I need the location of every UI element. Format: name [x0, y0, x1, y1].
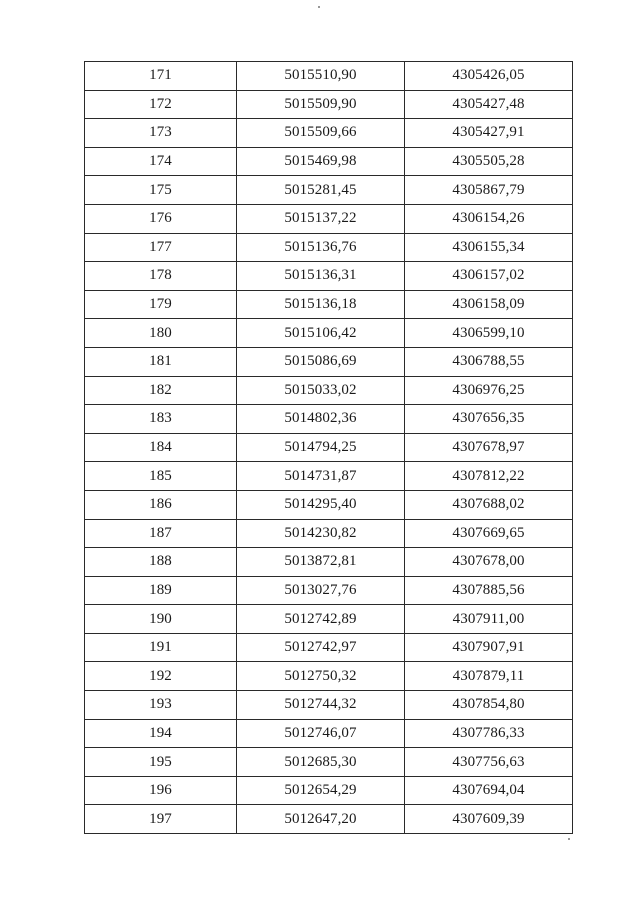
x-coordinate-cell: 5015509,90: [237, 90, 405, 119]
table-row: [85, 719, 573, 748]
x-coordinate-cell: 5014731,87: [237, 462, 405, 491]
x-coordinate-cell: 5012750,32: [237, 662, 405, 691]
point-number-cell: 191: [85, 633, 237, 662]
x-coordinate-cell: 5012742,89: [237, 605, 405, 634]
y-coordinate-cell: 4305867,79: [405, 176, 573, 205]
y-coordinate-cell: 4306155,34: [405, 233, 573, 262]
y-coordinate-cell: 4307879,11: [405, 662, 573, 691]
y-coordinate-cell: 4306154,26: [405, 204, 573, 233]
table-row: [85, 805, 573, 834]
y-coordinate-cell: 4305427,91: [405, 119, 573, 148]
x-coordinate-cell: 5012647,20: [237, 805, 405, 834]
y-coordinate-cell: 4306599,10: [405, 319, 573, 348]
table-row: [85, 176, 573, 205]
point-number-cell: 182: [85, 376, 237, 405]
x-coordinate-cell: 5015281,45: [237, 176, 405, 205]
y-coordinate-cell: 4305427,48: [405, 90, 573, 119]
x-coordinate-cell: 5015106,42: [237, 319, 405, 348]
point-number-cell: 181: [85, 347, 237, 376]
x-coordinate-cell: 5015509,66: [237, 119, 405, 148]
table-row: [85, 233, 573, 262]
y-coordinate-cell: 4307907,91: [405, 633, 573, 662]
x-coordinate-cell: 5015137,22: [237, 204, 405, 233]
point-number-cell: 189: [85, 576, 237, 605]
point-number-cell: 196: [85, 776, 237, 805]
point-number-cell: 176: [85, 204, 237, 233]
x-coordinate-cell: 5012742,97: [237, 633, 405, 662]
x-coordinate-cell: 5015136,18: [237, 290, 405, 319]
x-coordinate-cell: 5012746,07: [237, 719, 405, 748]
table-row: [85, 262, 573, 291]
table-row: [85, 462, 573, 491]
x-coordinate-cell: 5015510,90: [237, 62, 405, 91]
table-row: [85, 405, 573, 434]
table-row: [85, 548, 573, 577]
y-coordinate-cell: 4307678,97: [405, 433, 573, 462]
point-number-cell: 184: [85, 433, 237, 462]
y-coordinate-cell: 4306976,25: [405, 376, 573, 405]
y-coordinate-cell: 4307609,39: [405, 805, 573, 834]
point-number-cell: 193: [85, 691, 237, 720]
point-number-cell: 192: [85, 662, 237, 691]
y-coordinate-cell: 4307854,80: [405, 691, 573, 720]
x-coordinate-cell: 5015033,02: [237, 376, 405, 405]
y-coordinate-cell: 4305505,28: [405, 147, 573, 176]
point-number-cell: 171: [85, 62, 237, 91]
table-row: [85, 290, 573, 319]
y-coordinate-cell: 4307678,00: [405, 548, 573, 577]
table-row: [85, 147, 573, 176]
x-coordinate-cell: 5013027,76: [237, 576, 405, 605]
point-number-cell: 172: [85, 90, 237, 119]
table-row: [85, 662, 573, 691]
x-coordinate-cell: 5014794,25: [237, 433, 405, 462]
y-coordinate-cell: 4306788,55: [405, 347, 573, 376]
point-number-cell: 177: [85, 233, 237, 262]
scan-speck: [568, 838, 570, 840]
point-number-cell: 186: [85, 490, 237, 519]
point-number-cell: 185: [85, 462, 237, 491]
table-row: [85, 376, 573, 405]
point-number-cell: 194: [85, 719, 237, 748]
coordinates-table-body: [85, 62, 573, 834]
scan-speck: [318, 6, 320, 8]
table-row: [85, 433, 573, 462]
table-row: [85, 319, 573, 348]
x-coordinate-cell: 5012654,29: [237, 776, 405, 805]
coordinates-table: [84, 61, 573, 834]
table-row: [85, 519, 573, 548]
y-coordinate-cell: 4307756,63: [405, 748, 573, 777]
point-number-cell: 173: [85, 119, 237, 148]
y-coordinate-cell: 4306157,02: [405, 262, 573, 291]
point-number-cell: 179: [85, 290, 237, 319]
x-coordinate-cell: 5014295,40: [237, 490, 405, 519]
table-row: [85, 90, 573, 119]
table-row: [85, 119, 573, 148]
point-number-cell: 180: [85, 319, 237, 348]
x-coordinate-cell: 5015136,31: [237, 262, 405, 291]
point-number-cell: 187: [85, 519, 237, 548]
y-coordinate-cell: 4307688,02: [405, 490, 573, 519]
x-coordinate-cell: 5015086,69: [237, 347, 405, 376]
table-row: [85, 605, 573, 634]
y-coordinate-cell: 4307786,33: [405, 719, 573, 748]
y-coordinate-cell: 4307669,65: [405, 519, 573, 548]
point-number-cell: 183: [85, 405, 237, 434]
y-coordinate-cell: 4305426,05: [405, 62, 573, 91]
x-coordinate-cell: 5013872,81: [237, 548, 405, 577]
y-coordinate-cell: 4307694,04: [405, 776, 573, 805]
x-coordinate-cell: 5012685,30: [237, 748, 405, 777]
y-coordinate-cell: 4307885,56: [405, 576, 573, 605]
point-number-cell: 174: [85, 147, 237, 176]
table-row: [85, 576, 573, 605]
table-row: [85, 204, 573, 233]
x-coordinate-cell: 5015469,98: [237, 147, 405, 176]
table-row: [85, 633, 573, 662]
y-coordinate-cell: 4307911,00: [405, 605, 573, 634]
x-coordinate-cell: 5014230,82: [237, 519, 405, 548]
y-coordinate-cell: 4306158,09: [405, 290, 573, 319]
point-number-cell: 190: [85, 605, 237, 634]
x-coordinate-cell: 5015136,76: [237, 233, 405, 262]
point-number-cell: 197: [85, 805, 237, 834]
y-coordinate-cell: 4307812,22: [405, 462, 573, 491]
table-row: [85, 347, 573, 376]
point-number-cell: 178: [85, 262, 237, 291]
table-row: [85, 776, 573, 805]
table-row: [85, 748, 573, 777]
point-number-cell: 175: [85, 176, 237, 205]
table-row: [85, 691, 573, 720]
point-number-cell: 195: [85, 748, 237, 777]
table-row: [85, 490, 573, 519]
x-coordinate-cell: 5012744,32: [237, 691, 405, 720]
y-coordinate-cell: 4307656,35: [405, 405, 573, 434]
table-row: [85, 62, 573, 91]
x-coordinate-cell: 5014802,36: [237, 405, 405, 434]
point-number-cell: 188: [85, 548, 237, 577]
